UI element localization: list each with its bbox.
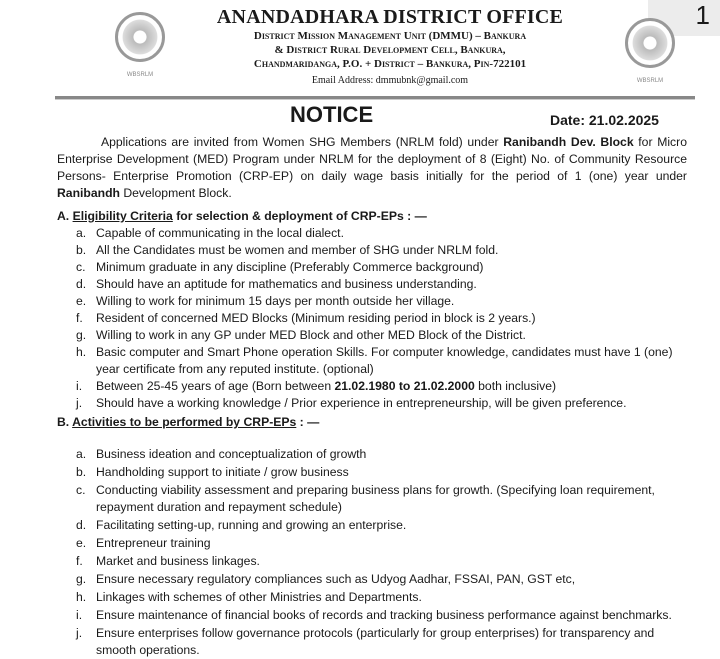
item-text-part: Handholding support to initiate / grow business: [96, 465, 349, 479]
item-text-part: Should have an aptitude for mathematics and business understanding.: [96, 277, 477, 291]
item-text-part: Between 25-45 years of age (Born between: [96, 379, 335, 393]
list-item: [76, 327, 687, 344]
item-text-part: Market and business linkages.: [96, 554, 260, 568]
item-text-part: Capable of communicating in the local dialect.: [96, 226, 344, 240]
list-item: [76, 344, 687, 378]
item-marker: h.: [76, 345, 87, 359]
list-item: [76, 242, 687, 259]
item-text: [96, 395, 687, 412]
logo-caption: WBSRLM: [126, 72, 154, 78]
item-marker: b.: [76, 243, 87, 257]
item-text: [96, 293, 687, 310]
item-marker: a.: [76, 226, 87, 240]
item-text-part: Willing to work in any GP under MED Block and other MED Block of the District.: [96, 328, 526, 342]
item-text: [96, 607, 687, 624]
item-text: [96, 589, 687, 606]
item-marker: h.: [76, 590, 87, 604]
list-item: [76, 378, 687, 395]
item-text: [96, 535, 687, 552]
page-number: 1: [648, 0, 720, 36]
item-marker: i.: [76, 379, 83, 393]
activities-list: [57, 446, 687, 659]
item-text: [96, 446, 687, 463]
item-marker: d.: [76, 518, 87, 532]
email-address: Email Address: dmmubnk@gmail.com: [311, 75, 469, 86]
item-text-part: Minimum graduate in any discipline (Preferably Commerce background): [96, 260, 484, 274]
item-marker: g.: [76, 328, 87, 342]
notice-date: Date: 21.02.2025: [550, 112, 659, 128]
list-item: [76, 607, 687, 624]
item-bold-text: 21.02.1980 to 21.02.2000: [334, 379, 475, 393]
item-marker: a.: [76, 447, 87, 461]
item-marker: c.: [76, 260, 86, 274]
list-item: [76, 517, 687, 534]
list-item: [76, 446, 687, 463]
notice-title: NOTICE: [290, 102, 374, 127]
section-b-heading: [57, 414, 687, 431]
item-text-part: Ensure necessary regulatory compliances such as Udyog Aadhar, FSSAI, PAN, GST etc,: [96, 572, 576, 586]
item-text: [96, 276, 687, 293]
block-name: Ranibandh: [57, 186, 120, 200]
intro-paragraph: [57, 134, 687, 202]
item-text: [96, 310, 687, 327]
item-text: [96, 571, 687, 588]
list-item: [76, 225, 687, 242]
list-item: [76, 535, 687, 552]
office-title: ANANDADHARA DISTRICT OFFICE: [216, 6, 564, 28]
item-text-part: Should have a working knowledge / Prior experience in entrepreneurship, will be given preference.: [96, 396, 627, 410]
address-line: & District Rural Development Cell, Bankura,: [274, 44, 506, 56]
item-marker: e.: [76, 294, 87, 308]
item-marker: j.: [76, 626, 83, 640]
item-text: [96, 259, 687, 276]
item-text-part: Facilitating setting-up, running and growing an enterprise.: [96, 518, 407, 532]
item-marker: g.: [76, 572, 87, 586]
item-text-part: Linkages with schemes of other Ministries and Departments.: [96, 590, 422, 604]
letterhead: [180, 6, 600, 87]
list-item: [76, 625, 687, 659]
item-text-part: Business ideation and conceptualization of growth: [96, 447, 367, 461]
intro-text: for Micro Enterprise Development (MED) Program under NRLM for the deployment of 8 (Eight) No. of Community Resource Persons- Enterprise Promotion (CRP-EP) on daily wage basis initially for the period of 1 (one) year under: [57, 135, 687, 183]
item-text: [96, 517, 687, 534]
section-prefix: B.: [57, 415, 73, 429]
item-text: [96, 344, 687, 378]
list-item: [76, 482, 687, 516]
list-item: [76, 276, 687, 293]
item-marker: j.: [76, 396, 83, 410]
section-prefix: A.: [57, 209, 73, 223]
item-text: [96, 464, 687, 481]
eligibility-list: [57, 225, 687, 412]
item-text-part: Conducting viability assessment and preparing business plans for growth. (Specifying loan requirement, repayment duration and repayment schedule): [96, 483, 655, 514]
section-title-rest: for selection & deployment of CRP-EPs : —: [172, 209, 427, 223]
section-title-rest: : —: [296, 415, 320, 429]
emblem-icon: [115, 12, 165, 62]
emblem-icon: [625, 18, 675, 68]
list-item: [76, 395, 687, 412]
item-text-part: Entrepreneur training: [96, 536, 211, 550]
list-item: [76, 464, 687, 481]
header-divider: [55, 96, 695, 100]
block-name: Ranibandh Dev. Block: [503, 135, 634, 149]
item-text-part: Willing to work for minimum 15 days per month outside her village.: [96, 294, 455, 308]
address-line: District Mission Management Unit (DMMU) – Bankura: [253, 30, 527, 42]
item-text: [96, 625, 687, 659]
wbsrlm-logo-right: [622, 18, 678, 98]
item-text-part: All the Candidates must be women and member of SHG under NRLM fold.: [96, 243, 499, 257]
address-line: Chandmaridanga, P.O. + District – Bankura, Pin-722101: [253, 58, 527, 70]
item-marker: f.: [76, 554, 83, 568]
intro-text: Development Block.: [119, 186, 232, 200]
list-item: [76, 259, 687, 276]
item-marker: d.: [76, 277, 87, 291]
list-item: [76, 310, 687, 327]
item-text: [96, 482, 687, 516]
item-marker: f.: [76, 311, 83, 325]
item-text-part: Ensure maintenance of financial books of records and tracking business performance against benchmarks.: [96, 608, 672, 622]
item-text-part: both inclusive): [474, 379, 557, 393]
notice-body: [57, 134, 687, 659]
item-text-part: Ensure enterprises follow governance protocols (particularly for group enterprises) for transparency and smooth operations.: [96, 626, 655, 657]
item-text-part: Basic computer and Smart Phone operation Skills. For computer knowledge, candidates must have 1 (one) year certificate from any reputed institute. (optional): [96, 345, 673, 376]
item-text: [96, 225, 687, 242]
item-text: [96, 327, 687, 344]
item-marker: i.: [76, 608, 83, 622]
item-marker: c.: [76, 483, 86, 497]
item-text: [96, 378, 687, 395]
section-title: Eligibility Criteria: [72, 209, 173, 223]
logo-caption: WBSRLM: [636, 78, 664, 84]
list-item: [76, 571, 687, 588]
list-item: [76, 553, 687, 570]
list-item: [76, 293, 687, 310]
item-text: [96, 553, 687, 570]
item-marker: e.: [76, 536, 87, 550]
section-title: Activities to be performed by CRP-EPs: [72, 415, 297, 429]
intro-text: Applications are invited from Women SHG Members (NRLM fold) under: [101, 135, 504, 149]
wbsrlm-logo-left: [112, 12, 168, 92]
item-marker: b.: [76, 465, 87, 479]
item-text: [96, 242, 687, 259]
item-text-part: Resident of concerned MED Blocks (Minimum residing period in block is 2 years.): [96, 311, 536, 325]
list-item: [76, 589, 687, 606]
section-a-heading: [57, 208, 687, 225]
